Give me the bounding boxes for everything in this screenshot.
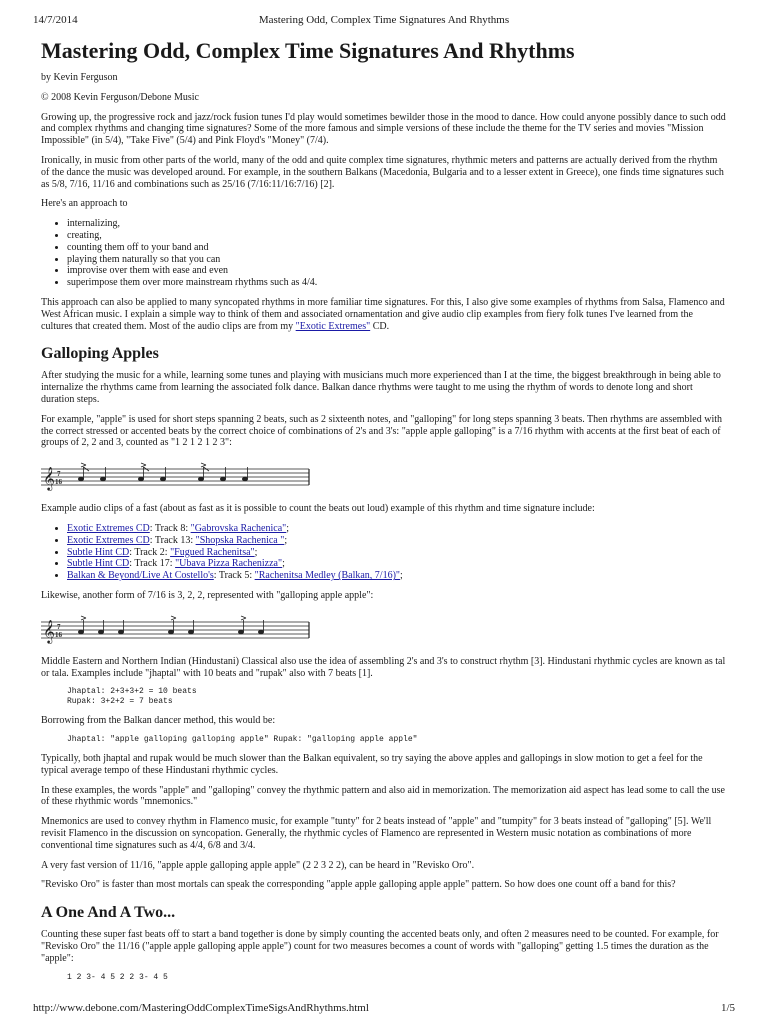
audio-clip-item [67,558,727,570]
approach-list [41,218,727,289]
text: CD. [370,320,390,332]
svg-text:7: 7 [57,622,61,631]
song-link[interactable]: "Rachenitsa Medley (Balkan, 7/16)" [254,570,400,582]
page-number: 1/5 [720,1002,735,1014]
audio-clip-item [67,535,727,547]
text: This approach can also be applied to many syncopated rhythms in more familiar time signatures. For this, I also give some examples of rhythms from Salsa, Flamenco and West African music. I explain a simple way to think of them and associated ornamentation and give audio clip examples from fiery folk tunes I've learned from the cultures that created them. Most of the audio clips are from my [41,296,725,332]
cd-link[interactable]: Balkan & Beyond/Live At Costello's [67,570,214,582]
list-item: • counting them off to your band and [67,242,727,254]
list-item: • playing them naturally so that you can [67,254,727,266]
svg-text:16: 16 [55,478,62,487]
list-item: • improvise over them with ease and even [67,265,727,277]
paragraph: "Revisko Oro" is faster than most mortals can speak the corresponding "apple apple galloping apple apple" pattern. So how does one count off a band for this? [41,879,676,891]
exotic-extremes-link[interactable]: "Exotic Extremes" [295,320,371,332]
text: ; [400,570,403,582]
code-block: 1 2 3- 4 5 2 2 3- 4 5 [67,972,168,982]
cd-link[interactable]: Exotic Extremes CD [67,534,150,546]
article [41,38,727,991]
audio-clip-list [41,523,727,582]
text: ; [284,534,288,546]
audio-clip-item [67,570,727,582]
paragraph: Counting these super fast beats off to start a band together is done by simply counting the accented beats only, and often 2 measures need to be counted. For example, for "Revisko Oro" the 11/16 ("apple apple galloping apple apple") count for two measures becomes a count of words with "galloping" getting 1.5 times the duration as the "apple": [41,929,719,964]
print-footer [33,1002,735,1016]
song-link[interactable]: "Fugued Rachenitsa" [170,546,255,558]
song-link[interactable]: "Ubava Pizza Rachenizza" [175,558,283,570]
copyright: © 2008 Kevin Ferguson/Debone Music [41,91,199,103]
print-date: 14/7/2014 [33,14,78,26]
section-heading: Galloping Apples [41,345,159,363]
track-text: : Track 2: [129,546,171,558]
audio-clip-item [67,523,727,535]
svg-text:16: 16 [55,630,62,639]
song-link[interactable]: "Gabrovska Rachenica" [190,522,287,534]
print-title: Mastering Odd, Complex Time Signatures And Rhythms [258,14,510,26]
cd-link[interactable]: Subtle Hint CD [67,558,130,570]
track-text: : Track 5: [213,570,255,582]
page-url: http://www.debone.com/MasteringOddComplexTimeSigsAndRhythms.html [33,1002,369,1014]
text: ; [254,546,258,558]
music-staff-galloping-apple-apple [41,610,321,646]
svg-text:𝄞: 𝄞 [43,618,55,643]
paragraph [41,297,727,332]
paragraph: Borrowing from the Balkan dancer method, this would be: [41,715,276,727]
section-heading: A One And A Two... [41,904,176,922]
list-item: • internalizing, [67,218,727,230]
track-text: : Track 13: [149,534,196,546]
cd-link[interactable]: Exotic Extremes CD [67,522,150,534]
music-staff-apple-apple-galloping [41,457,321,493]
code-block: Jhaptal: 2+3+3+2 = 10 beats Rupak: 3+2+2 = 7 beats [67,687,197,707]
list-item: • superimpose them over more mainstream rhythms such as 4/4. [67,277,727,289]
print-header [33,14,735,28]
page-title: Mastering Odd, Complex Time Signatures And Rhythms [41,38,575,63]
paragraph: Middle Eastern and Northern Indian (Hindustani) Classical also use the idea of assembling 2's and 3's to construct rhythm [3]. Hindustani rhythmic cycles are known as tal or tala. Examples include "jhaptal" with 10 beats and "rupak" also with 7 beats [1]. [41,655,726,679]
song-link[interactable]: "Shopska Rachenica " [195,534,285,546]
paragraph: A very fast version of 11/16, "apple apple galloping apple apple" (2 2 3 2 2), can be heard in "Revisko Oro". [41,859,475,871]
track-text: : Track 17: [129,558,176,570]
list-item: • creating, [67,230,727,242]
paragraph: Growing up, the progressive rock and jazz/rock fusion tunes I'd play would sometimes bewilder those in the mood to dance. How could anyone possibly dance to such odd and complex rhythms and changing time signatures? Some of the more famous and simple versions of these include the theme for the TV series and movies "Mission Impossible" (in 5/4), "Take Five" (5/4) and Pink Floyd's "Money" (7/4). [41,111,726,147]
svg-text:7: 7 [57,470,61,479]
paragraph: In these examples, the words "apple" and "galloping" convey the rhythmic pattern and also aid in memorization. The memorization aid aspect has lead some to call the use of these rhythmic words "mnemonics." [41,784,725,808]
code-block: Jhaptal: "apple galloping galloping apple" Rupak: "galloping apple apple" [67,735,418,745]
track-text: : Track 8: [149,522,191,534]
cd-link[interactable]: Subtle Hint CD [67,546,130,558]
svg-text:𝄞: 𝄞 [43,466,55,491]
approach-intro: Here's an approach to [41,198,128,210]
paragraph: Likewise, another form of 7/16 is 3, 2, 2, represented with "galloping apple apple": [41,589,374,601]
paragraph: Example audio clips of a fast (about as fast as it is possible to count the beats out loud) example of this rhythm and time signature include: [41,503,595,515]
paragraph: For example, "apple" is used for short steps spanning 2 beats, such as 2 sixteenth notes, and "galloping" for long steps spanning 3 beats. Then rhythms are assembled with the correct stressed or accented beats by the correct choice of combinations of 2's and 3's: "apple apple galloping" is a 7/16 rhythm with accents at the first beat of each of groups of 2, 2 and 3, counted as "1 2 1 2 1 2 3": [41,413,723,449]
byline: by Kevin Ferguson [41,72,118,83]
text: ; [286,522,290,534]
text: ; [282,558,285,570]
paragraph: Mnemonics are used to convey rhythm in Flamenco music, for example "tunty" for 2 beats instead of "apple" and "tumpity" for 3 beats instead of "galloping" [5]. We'll revisit Flamenco in the discussion on syncopation. Generally, the rhythmic cycles of Flamenco are represented in Western music notation as combinations of more conventional time signatures such as 4/4, 6/8 and 3/4. [41,816,712,851]
paragraph: Ironically, in music from other parts of the world, many of the odd and quite complex time signatures, rhythmic meters and patterns are actually derived from the rhythm of the dance the music was developed around. For example, in the southern Balkans (Macedonia, Bulgaria and to a lesser extent in Greece), one finds time signatures such as 5/8, 7/16, 11/16 and combinations such as 25/16 (7/16:11/16:7/16) [2]. [41,154,724,190]
paragraph: After studying the music for a while, learning some tunes and playing with musicians much more experienced than I at the time, the biggest breakthrough in being able to internalize the rhythms came from learning the associated folk dance. Balkan dance rhythms were taught to me using the rhythm of words to denote long and short duration steps. [41,370,721,405]
audio-clip-item [67,547,727,559]
paragraph: Typically, both jhaptal and rupak would be much slower than the Balkan equivalent, so try saying the above apples and gallopings in slow motion to get a feel for the typical average tempo of these Hindustani rhythmic cycles. [41,753,703,776]
